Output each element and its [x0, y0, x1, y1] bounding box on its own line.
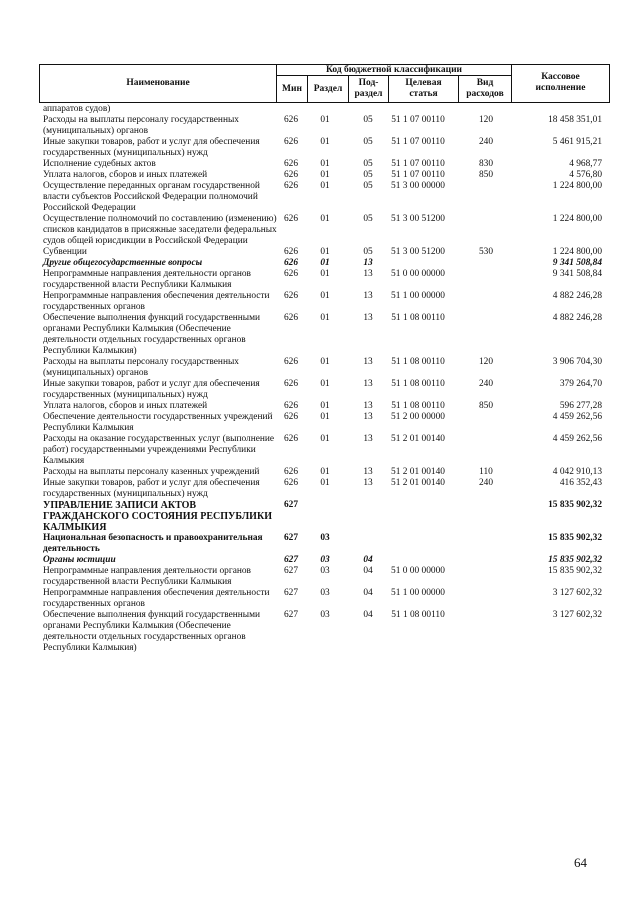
- cell-cel: 51 2 01 00140: [391, 478, 445, 488]
- cell-razdel: 01: [320, 478, 330, 488]
- cell-name: Иные закупки товаров, работ и услуг для обеспечения государственных (муниципальных) нужд: [43, 478, 260, 499]
- cell-sum: 4 459 262,56: [552, 434, 602, 444]
- cell-name: Расходы на выплаты персоналу казенных учреждений: [43, 467, 260, 477]
- cell-pod: 05: [363, 115, 373, 125]
- cell-razdel: 01: [320, 258, 330, 268]
- header-min-label: Мин: [282, 84, 302, 94]
- cell-cel: 51 0 00 00000: [391, 566, 445, 576]
- table-row: [0, 291, 640, 313]
- table-row: [0, 533, 640, 555]
- cell-pod: 04: [363, 566, 373, 576]
- table-row: [0, 467, 640, 478]
- cell-min: 626: [283, 434, 299, 444]
- cell-pod: 13: [363, 379, 373, 389]
- cell-name: УПРАВЛЕНИЕ ЗАПИСИ АКТОВ ГРАЖДАНСКОГО СОСТОЯНИЯ РЕСПУБЛИКИ КАЛМЫКИЯ: [43, 500, 272, 533]
- cell-vid: 530: [478, 247, 494, 257]
- cell-min: 627: [283, 588, 299, 598]
- cell-name: Органы юстиции: [43, 555, 116, 565]
- cell-min: 626: [283, 159, 299, 169]
- cell-min: 626: [283, 137, 299, 147]
- cell-min: 626: [283, 214, 299, 224]
- header-name-label: Наименование: [126, 78, 190, 88]
- cell-name: Обеспечение деятельности государственных учреждений Республики Калмыкия: [43, 412, 273, 433]
- cell-sum: 1 224 800,00: [552, 214, 602, 224]
- table-row: [0, 170, 640, 181]
- cell-sum: 1 224 800,00: [552, 181, 602, 191]
- cell-razdel: 03: [320, 610, 330, 620]
- header-razdel-label: Раздел: [313, 84, 343, 94]
- table-row: [0, 269, 640, 291]
- cell-name: Субвенции: [43, 247, 87, 257]
- cell-vid: 120: [478, 357, 494, 367]
- cell-name: Уплата налогов, сборов и иных платежей: [43, 401, 208, 411]
- cell-sum: 4 882 246,28: [552, 313, 602, 323]
- cell-razdel: 03: [320, 533, 330, 543]
- cell-vid: 850: [478, 401, 494, 411]
- cell-vid: 120: [478, 115, 494, 125]
- cell-cel: 51 0 00 00000: [391, 269, 445, 279]
- table-row: [0, 115, 640, 137]
- cell-sum: 15 835 902,32: [548, 566, 602, 576]
- cell-vid: 240: [478, 379, 494, 389]
- table-row: [0, 412, 640, 434]
- table-row: [0, 181, 640, 214]
- cell-razdel: 03: [320, 555, 330, 565]
- cell-name: Расходы на выплаты персоналу государственных (муниципальных) органов: [43, 115, 239, 136]
- table-row: [0, 137, 640, 159]
- cell-pod: 13: [363, 467, 373, 477]
- cell-cel: 51 1 08 00110: [391, 610, 445, 620]
- cell-pod: 05: [363, 181, 373, 191]
- table-body: [0, 104, 640, 654]
- cell-razdel: 03: [320, 588, 330, 598]
- cell-razdel: 01: [320, 313, 330, 323]
- header-vid-label-2: расходов: [466, 89, 504, 99]
- cell-name: Осуществление полномочий по составлению (изменению) списков кандидатов в присяжные заседатели федеральных судов общей юрисдикции в Российской Федерации: [43, 214, 277, 246]
- cell-name: аппаратов судов): [43, 104, 111, 114]
- cell-pod: 05: [363, 170, 373, 180]
- cell-min: 626: [283, 478, 299, 488]
- cell-name: Непрограммные направления обеспечения деятельности государственных органов: [43, 291, 270, 312]
- cell-min: 627: [283, 566, 299, 576]
- cell-razdel: 01: [320, 434, 330, 444]
- cell-sum: 3 127 602,32: [552, 610, 602, 620]
- table-row: [0, 357, 640, 379]
- cell-cel: 51 2 01 00140: [391, 467, 445, 477]
- table-row: [0, 610, 640, 654]
- cell-sum: 379 264,70: [559, 379, 602, 389]
- cell-min: 626: [283, 181, 299, 191]
- header-vid-label-1: Вид: [476, 78, 494, 88]
- cell-vid: 830: [478, 159, 494, 169]
- table-row: [0, 588, 640, 610]
- cell-pod: 05: [363, 214, 373, 224]
- cell-min: 627: [283, 500, 299, 510]
- cell-vid: 110: [479, 467, 493, 477]
- cell-cel: 51 1 08 00110: [391, 357, 445, 367]
- table-row: [0, 500, 640, 533]
- cell-sum: 4 882 246,28: [552, 291, 602, 301]
- table-row: [0, 159, 640, 170]
- cell-min: 626: [283, 379, 299, 389]
- table-row: [0, 214, 640, 247]
- cell-pod: 13: [363, 357, 373, 367]
- cell-min: 626: [283, 357, 299, 367]
- cell-razdel: 01: [320, 269, 330, 279]
- cell-razdel: 01: [320, 357, 330, 367]
- cell-razdel: 03: [320, 566, 330, 576]
- cell-sum: 4 042 910,13: [552, 467, 602, 477]
- cell-vid: 850: [478, 170, 494, 180]
- cell-name: Национальная безопасность и правоохранительная деятельность: [43, 533, 263, 554]
- cell-sum: 3 127 602,32: [552, 588, 602, 598]
- cell-min: 626: [283, 467, 299, 477]
- cell-sum: 4 459 262,56: [552, 412, 602, 422]
- cell-min: 626: [283, 170, 299, 180]
- cell-name: Уплата налогов, сборов и иных платежей: [43, 170, 208, 180]
- cell-min: 626: [283, 269, 299, 279]
- cell-min: 626: [283, 412, 299, 422]
- cell-sum: 9 341 508,84: [552, 269, 602, 279]
- cell-sum: 9 341 508,84: [552, 258, 602, 268]
- cell-cel: 51 1 07 00110: [391, 115, 445, 125]
- cell-pod: 04: [363, 555, 373, 565]
- cell-sum: 596 277,28: [559, 401, 602, 411]
- cell-pod: 13: [363, 478, 373, 488]
- cell-razdel: 01: [320, 214, 330, 224]
- cell-pod: 05: [363, 159, 373, 169]
- cell-name: Непрограммные направления деятельности органов государственной власти Республики Калмыкия: [43, 566, 251, 587]
- cell-sum: 416 352,43: [559, 478, 602, 488]
- table-header: [39, 64, 610, 103]
- cell-razdel: 01: [320, 379, 330, 389]
- cell-razdel: 01: [320, 247, 330, 257]
- cell-name: Исполнение судебных актов: [43, 159, 156, 169]
- table-row: [0, 313, 640, 357]
- cell-name: Расходы на выплаты персоналу государственных (муниципальных) органов: [43, 357, 239, 378]
- cell-sum: 15 835 902,32: [548, 500, 602, 510]
- header-pod-label-1: Под-: [358, 78, 379, 88]
- cell-name: Обеспечение выполнения функций государственными органами Республики Калмыкия (Обеспечение деятельности отдельных государственных органов Республики Калмыкия): [43, 610, 261, 653]
- cell-name: Другие общегосударственные вопросы: [43, 258, 203, 268]
- cell-name: Обеспечение выполнения функций государственными органами Республики Калмыкия (Обеспечение деятельности отдельных государственных органов Республики Калмыкия): [43, 313, 261, 356]
- cell-sum: 18 458 351,01: [548, 115, 602, 125]
- cell-min: 627: [283, 533, 299, 543]
- header-pod-label-2: раздел: [354, 89, 383, 99]
- cell-pod: 04: [363, 588, 373, 598]
- cell-razdel: 01: [320, 170, 330, 180]
- cell-vid: 240: [478, 137, 494, 147]
- cell-cel: 51 1 07 00110: [391, 159, 445, 169]
- cell-min: 626: [283, 258, 299, 268]
- cell-cel: 51 1 00 00000: [391, 291, 445, 301]
- cell-vid: 240: [478, 478, 494, 488]
- cell-cel: 51 1 07 00110: [391, 170, 445, 180]
- table-row: [0, 247, 640, 258]
- header-kassovoe-label-2: исполнение: [535, 83, 586, 93]
- table-row: [0, 555, 640, 566]
- page-number: 64: [574, 855, 587, 870]
- cell-cel: 51 2 01 00140: [391, 434, 445, 444]
- table-row: [0, 434, 640, 467]
- cell-name: Иные закупки товаров, работ и услуг для обеспечения государственных (муниципальных) нужд: [43, 137, 260, 158]
- cell-cel: 51 3 00 51200: [391, 247, 445, 257]
- cell-min: 626: [283, 247, 299, 257]
- header-group-label: Код бюджетной классификации: [325, 65, 463, 75]
- cell-pod: 13: [363, 401, 373, 411]
- cell-razdel: 01: [320, 291, 330, 301]
- cell-sum: 1 224 800,00: [552, 247, 602, 257]
- header-cel-label-2: статья: [409, 89, 438, 99]
- cell-pod: 13: [363, 412, 373, 422]
- table-row: [0, 379, 640, 401]
- cell-pod: 13: [363, 291, 373, 301]
- cell-name: Расходы на оказание государственных услуг (выполнение работ) государственными учреждениями Республики Калмыкия: [43, 434, 275, 466]
- table-row: [0, 478, 640, 500]
- table-row: [0, 566, 640, 588]
- cell-sum: 15 835 902,32: [548, 555, 602, 565]
- cell-cel: 51 1 07 00110: [391, 137, 445, 147]
- cell-cel: 51 1 00 00000: [391, 588, 445, 598]
- cell-pod: 13: [363, 434, 373, 444]
- cell-min: 627: [283, 610, 299, 620]
- cell-cel: 51 3 00 51200: [391, 214, 445, 224]
- cell-min: 626: [283, 313, 299, 323]
- cell-sum: 15 835 902,32: [548, 533, 602, 543]
- cell-cel: 51 3 00 00000: [391, 181, 445, 191]
- cell-razdel: 01: [320, 159, 330, 169]
- cell-cel: 51 1 08 00110: [391, 379, 445, 389]
- table-row: [0, 401, 640, 412]
- cell-pod: 05: [363, 247, 373, 257]
- cell-sum: 4 968,77: [569, 159, 602, 169]
- cell-pod: 04: [363, 610, 373, 620]
- cell-razdel: 01: [320, 467, 330, 477]
- cell-razdel: 01: [320, 412, 330, 422]
- cell-cel: 51 1 08 00110: [391, 401, 445, 411]
- cell-name: Непрограммные направления деятельности органов государственной власти Республики Калмыкия: [43, 269, 251, 290]
- cell-razdel: 01: [320, 401, 330, 411]
- cell-pod: 13: [363, 258, 373, 268]
- cell-razdel: 01: [320, 181, 330, 191]
- cell-sum: 4 576,80: [569, 170, 602, 180]
- cell-pod: 13: [363, 269, 373, 279]
- table-row: [0, 104, 640, 115]
- cell-cel: 51 1 08 00110: [391, 313, 445, 323]
- cell-min: 626: [283, 401, 299, 411]
- cell-sum: 5 461 915,21: [552, 137, 602, 147]
- cell-pod: 05: [363, 137, 373, 147]
- cell-min: 626: [283, 291, 299, 301]
- cell-sum: 3 906 704,30: [552, 357, 602, 367]
- header-kassovoe-label-1: Кассовое: [541, 72, 580, 82]
- cell-razdel: 01: [320, 137, 330, 147]
- cell-min: 627: [283, 555, 299, 565]
- cell-cel: 51 2 00 00000: [391, 412, 445, 422]
- cell-pod: 13: [363, 313, 373, 323]
- cell-name: Иные закупки товаров, работ и услуг для обеспечения государственных (муниципальных) нужд: [43, 379, 260, 400]
- cell-name: Непрограммные направления обеспечения деятельности государственных органов: [43, 588, 270, 609]
- cell-razdel: 01: [320, 115, 330, 125]
- header-cel-label-1: Целевая: [405, 78, 442, 88]
- table-row: [0, 258, 640, 269]
- cell-name: Осуществление переданных органам государственной власти субъектов Российской Федерации полномочий Российской Федерации: [43, 181, 260, 213]
- cell-min: 626: [283, 115, 299, 125]
